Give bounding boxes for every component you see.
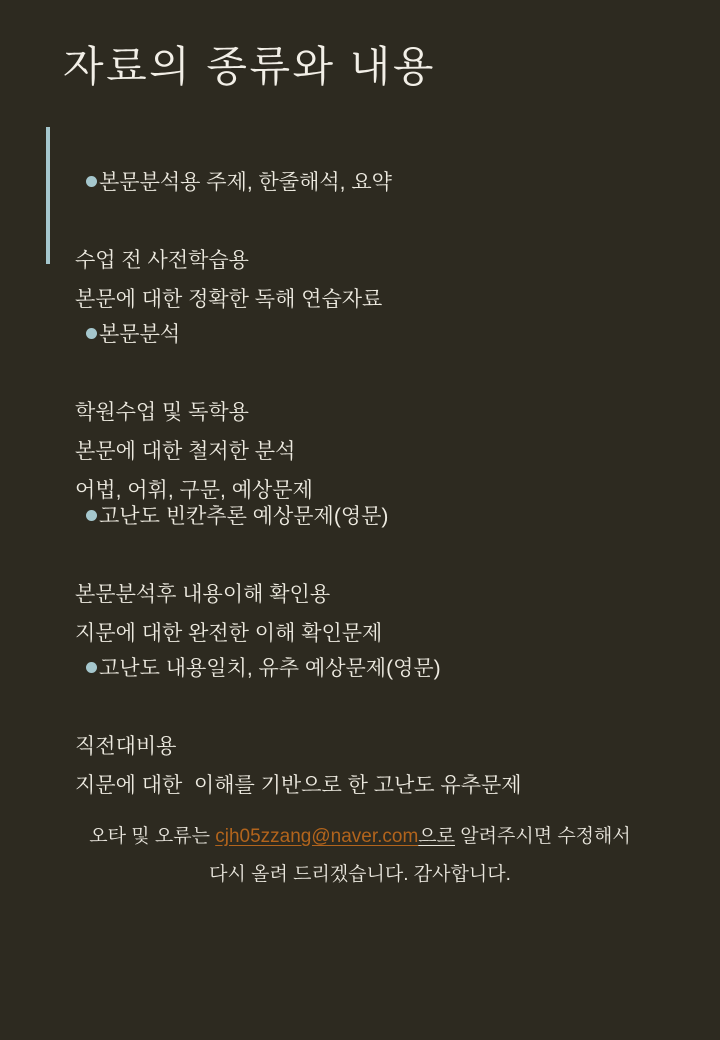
bullet-line xyxy=(47,124,392,241)
section-line: 본문분석후 내용이해 확인용 xyxy=(75,583,331,606)
section-line: 본문에 대한 정확한 독해 연습자료 xyxy=(75,288,383,311)
bullet-icon xyxy=(86,176,97,187)
page-title: 자료의 종류와 내용 xyxy=(63,43,436,90)
footer-line-1 xyxy=(0,818,720,856)
section-line: 수업 전 사전학습용 xyxy=(75,249,249,272)
section-line: 어법, 어휘, 구문, 예상문제 xyxy=(75,479,313,502)
bullet-line xyxy=(47,276,313,393)
bullet-line xyxy=(47,610,522,727)
section-line: 지문에 대한 이해를 기반으로 한 고난도 유추문제 xyxy=(75,774,522,797)
bullet-icon xyxy=(86,662,97,673)
bullet-icon xyxy=(86,510,97,521)
footer-suffix-underlined: 으로 xyxy=(418,826,455,847)
email-link[interactable]: cjh05zzang@naver.com xyxy=(215,826,419,847)
footer-suffix: 알려주시면 수정해서 xyxy=(455,826,631,847)
section-line: 본문에 대한 철저한 분석 xyxy=(75,440,296,463)
section-heading: 본문분석 xyxy=(99,323,181,346)
bullet-icon xyxy=(86,328,97,339)
footer-note xyxy=(0,818,720,894)
footer-prefix: 오타 및 오류는 xyxy=(89,826,216,847)
section-heading: 고난도 빈칸추론 예상문제(영문) xyxy=(99,505,389,528)
section-content-match xyxy=(47,610,522,805)
section-heading: 고난도 내용일치, 유추 예상문제(영문) xyxy=(99,657,441,680)
section-line: 학원수업 및 독학용 xyxy=(75,401,249,424)
bullet-line xyxy=(47,458,388,575)
footer-line-2: 다시 올려 드리겠습니다. 감사합니다. xyxy=(209,864,511,885)
section-line: 지문에 대한 완전한 이해 확인문제 xyxy=(75,622,383,645)
section-line: 직전대비용 xyxy=(75,735,177,758)
section-heading: 본문분석용 주제, 한줄해석, 요약 xyxy=(99,171,392,194)
